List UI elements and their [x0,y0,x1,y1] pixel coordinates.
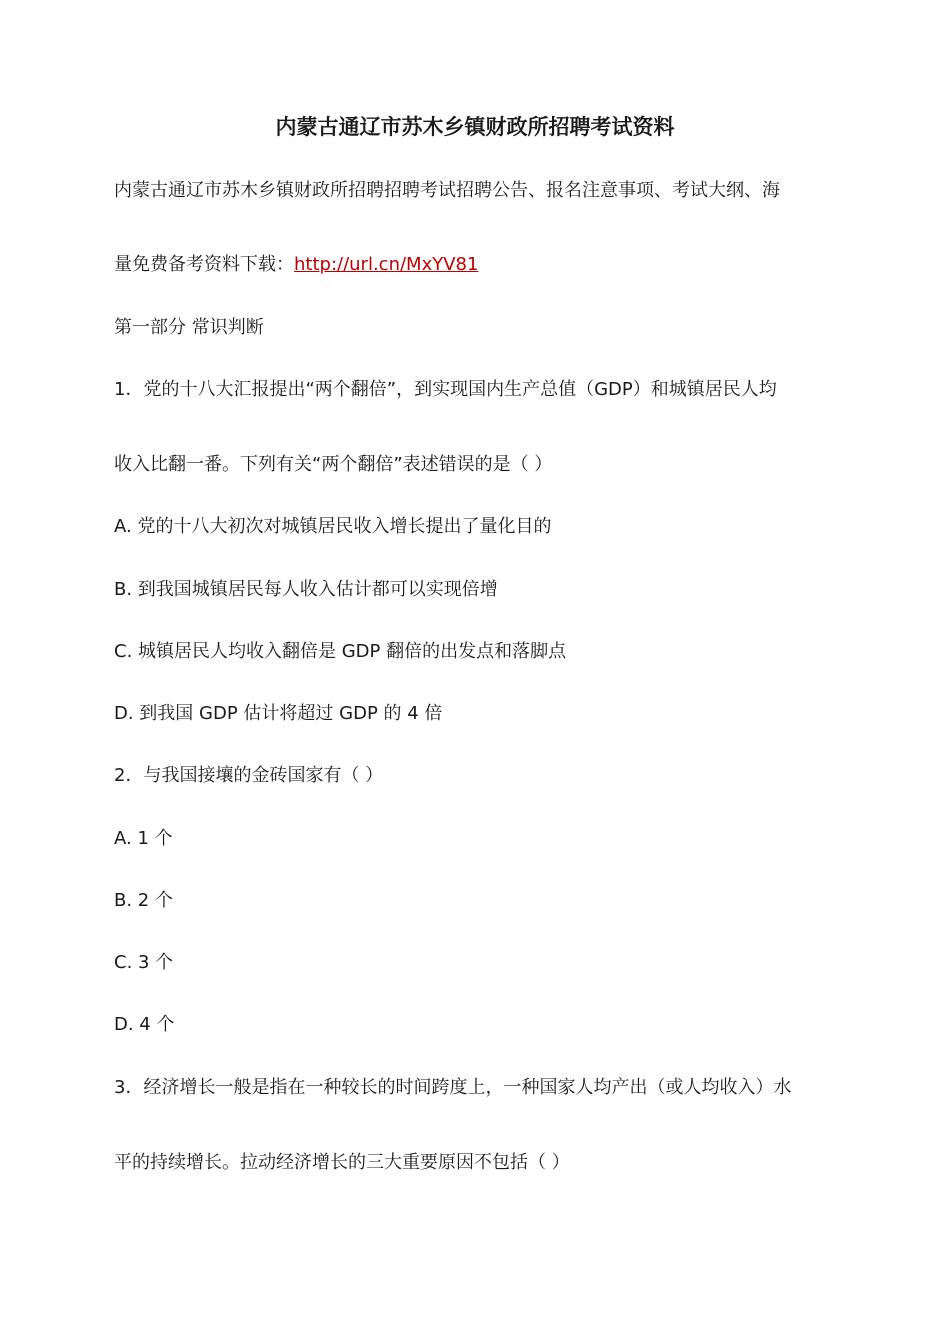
document-title: 内蒙古通辽市苏木乡镇财政所招聘考试资料 [275,115,675,139]
question-1-option-d: D. 到我国 GDP 估计将超过 GDP 的 4 倍 [114,703,443,724]
question-2-option-c: C. 3 个 [114,952,174,973]
question-3-stem-line-2: 平的持续增长。拉动经济增长的三大重要原因不包括（ ） [114,1152,570,1173]
question-1-stem-line-1: 1．党的十八大汇报提出“两个翻倍”，到实现国内生产总值（GDP）和城镇居民人均 [114,379,777,400]
question-1-option-c: C. 城镇居民人均收入翻倍是 GDP 翻倍的出发点和落脚点 [114,641,567,662]
question-2-stem: 2．与我国接壤的金砖国家有（ ） [114,765,384,786]
question-1-stem-line-2: 收入比翻一番。下列有关“两个翻倍”表述错误的是（ ） [114,454,553,475]
question-1-option-b: B. 到我国城镇居民每人收入估计都可以实现倍增 [114,579,498,600]
question-2-option-d: D. 4 个 [114,1014,175,1035]
question-2-option-b: B. 2 个 [114,890,173,911]
question-3-stem-line-1: 3．经济增长一般是指在一种较长的时间跨度上，一种国家人均产出（或人均收入）水 [114,1077,792,1098]
intro-line-2 [114,252,844,278]
question-2-option-a: A. 1 个 [114,828,173,849]
intro-line-2-text: 量免费备考资料下载： [114,254,294,275]
question-1-option-a: A. 党的十八大初次对城镇居民收入增长提出了量化目的 [114,516,552,537]
section-heading: 第一部分 常识判断 [114,317,264,338]
intro-line-1: 内蒙古通辽市苏木乡镇财政所招聘招聘考试招聘公告、报名注意事项、考试大纲、海 [114,180,780,201]
download-link[interactable]: http://url.cn/MxYV81 [294,254,479,275]
